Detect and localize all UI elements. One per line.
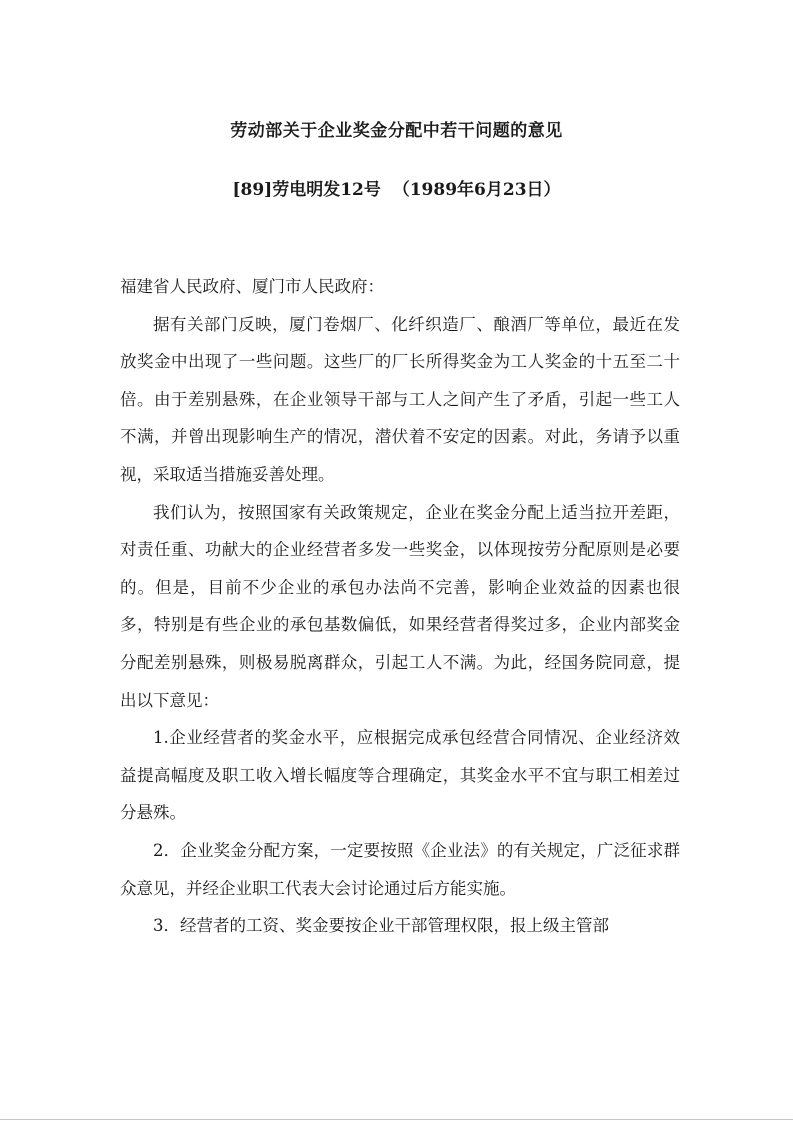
document-number: [89]劳电明发12号 bbox=[232, 180, 381, 200]
paragraph-item-3: 3．经营者的工资、奖金要按企业干部管理权限，报上级主管部 bbox=[153, 916, 609, 936]
page-bottom-divider bbox=[0, 1119, 793, 1120]
paragraph-item-2: 2．企业奖金分配方案，一定要按照《企业法》的有关规定，广泛征求群众意见，并经企业职工代表大会讨论通过后方能实施。 bbox=[120, 840, 680, 898]
document-date: （1989年6月23日） bbox=[392, 180, 561, 200]
salutation: 福建省人民政府、厦门市人民政府： bbox=[120, 277, 384, 296]
paragraph-item-1: 1.企业经营者的奖金水平，应根据完成承包经营合同情况、企业经济效益提高幅度及职工收入增长幅度等合理确定，其奖金水平不宜与职工相差过分悬殊。 bbox=[120, 728, 680, 823]
paragraph-opinion: 我们认为，按照国家有关政策规定，企业在奖金分配上适当拉开差距，对责任重、功献大的企业经营者多发一些奖金，以体现按劳分配原则是必要的。但是，目前不少企业的承包办法尚不完善，影响企业效益的因素也很多，特别是有些企业的承包基数偏低，如果经营者得奖过多，企业内部奖金分配差别悬殊，则极易脱离群众，引起工人不满。为此，经国务院同意，提出以下意见： bbox=[120, 502, 680, 710]
document-body bbox=[120, 268, 680, 945]
document-title: 劳动部关于企业奖金分配中若干问题的意见 bbox=[230, 121, 563, 141]
document-subtitle bbox=[0, 175, 793, 200]
paragraph-report: 据有关部门反映，厦门卷烟厂、化纤织造厂、酿酒厂等单位，最近在发放奖金中出现了一些问题。这些厂的厂长所得奖金为工人奖金的十五至二十倍。由于差别悬殊，在企业领导干部与工人之间产生了矛盾，引起一些工人不满，并曾出现影响生产的情况，潜伏着不安定的因素。对此，务请予以重视，采取适当措施妥善处理。 bbox=[120, 314, 680, 484]
